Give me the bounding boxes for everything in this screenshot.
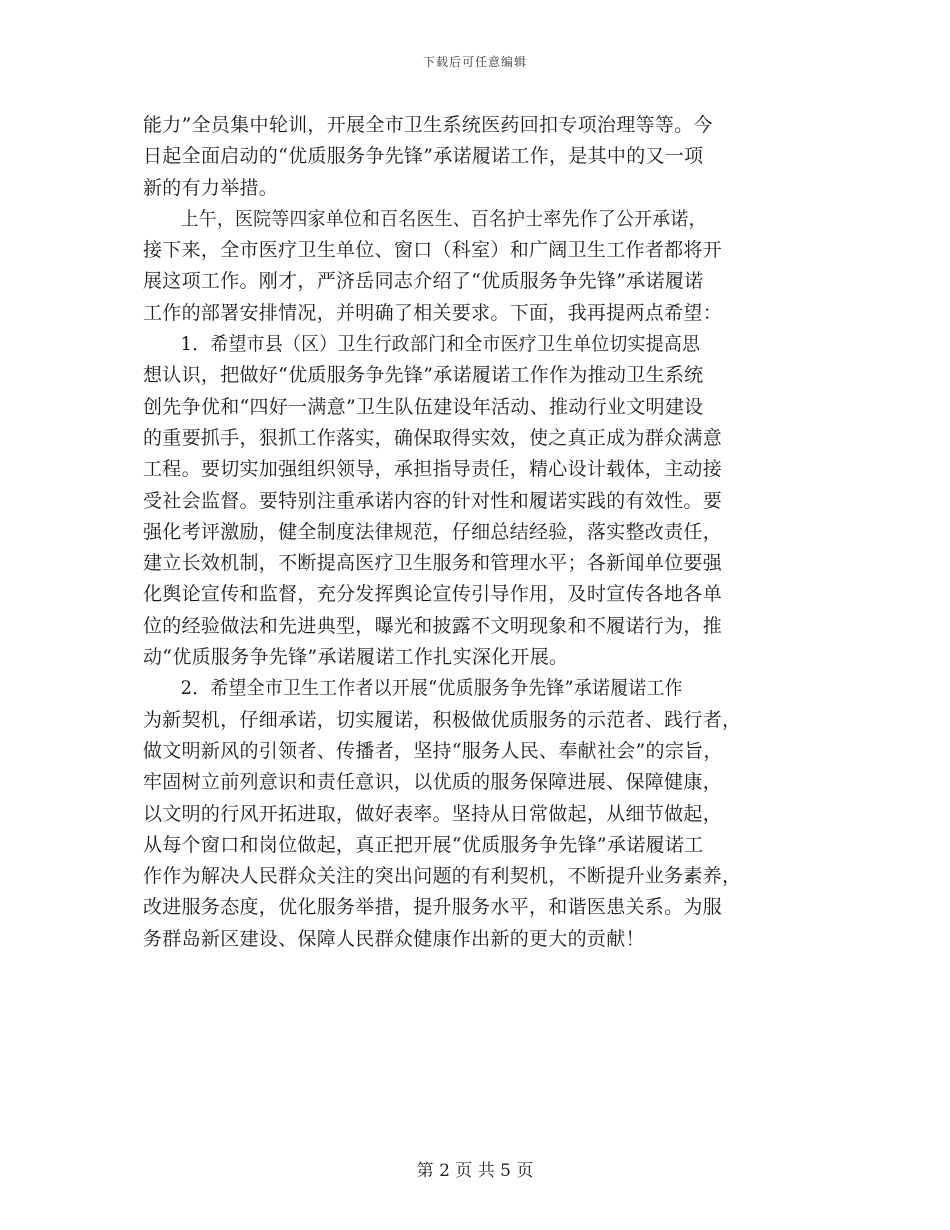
text-line: 动“优质服务争先锋”承诺履诺工作扎实深化开展。 (143, 646, 569, 669)
document-body (143, 110, 808, 955)
text-line: 能力”全员集中轮训，开展全市卫生系统医药回扣专项治理等等。今 (143, 114, 713, 136)
text-line: 想认识，把做好“优质服务争先锋”承诺履诺工作作为推动卫生系统 (143, 364, 704, 387)
text-line: 展这项工作。刚才，严济岳同志介绍了“优质服务争先锋”承诺履诺 (143, 270, 704, 293)
text-line: 接下来，全市医疗卫生单位、窗口（科室）和广阔卫生工作者都将开 (143, 239, 723, 262)
text-line: 建立长效机制，不断提高医疗卫生服务和管理水平；各新闻单位要强 (143, 552, 723, 575)
text-line: 强化考评激励，健全制度法律规范，仔细总结经验，落实整改责任， (143, 520, 723, 543)
text-line: 新的有力举措。 (143, 176, 279, 199)
text-line: 为新契机，仔细承诺，切实履诺，积极做优质服务的示范者、践行者， (143, 708, 742, 731)
text-line: 化舆论宣传和监督，充分发挥舆论宣传引导作用，及时宣传各地各单 (143, 583, 723, 606)
text-line: 做文明新风的引领者、传播者，坚持“服务人民、奉献社会”的宗旨， (143, 739, 723, 762)
text-line: 以文明的行风开拓进取，做好表率。坚持从日常做起，从细节做起， (143, 802, 723, 825)
page-header: 下载后可任意编辑 (422, 55, 527, 69)
text-line: 创先争优和“四好一满意”卫生队伍建设年活动、推动行业文明建设 (143, 395, 704, 418)
text-line: 日起全面启动的“优质服务争先锋”承诺履诺工作，是其中的又一项 (143, 145, 704, 168)
text-line: 2．希望全市卫生工作者以开展“优质服务争先锋”承诺履诺工作 (180, 677, 683, 700)
text-line: 的重要抓手，狠抓工作落实，确保取得实效，使之真正成为群众满意 (143, 426, 723, 449)
text-line: 务群岛新区建设、保障人民群众健康作出新的更大的贡献！ (143, 927, 645, 950)
text-line: 上午，医院等四家单位和百名医生、百名护士率先作了公开承诺， (180, 207, 707, 230)
text-line: 1．希望市县（区）卫生行政部门和全市医疗卫生单位切实提高思 (180, 333, 701, 356)
text-line: 工作的部署安排情况，并明确了相关要求。下面，我再提两点希望： (143, 301, 723, 324)
text-line: 从每个窗口和岗位做起，真正把开展“优质服务争先锋”承诺履诺工 (143, 833, 704, 856)
text-line: 位的经验做法和先进典型，曝光和披露不文明现象和不履诺行为，推 (143, 614, 723, 637)
text-line: 受社会监督。要特别注重承诺内容的针对性和履诺实践的有效性。要 (143, 489, 723, 512)
text-line: 改进服务态度，优化服务举措，提升服务水平，和谐医患关系。为服 (143, 896, 723, 919)
text-line: 工程。要切实加强组织领导，承担指导责任，精心设计载体，主动接 (143, 458, 723, 481)
text-line: 牢固树立前列意识和责任意识，以优质的服务保障进展、保障健康， (143, 771, 723, 794)
page-footer: 第 2 页 共 5 页 (416, 1161, 534, 1181)
text-line: 作作为解决人民群众关注的突出问题的有利契机，不断提升业务素养， (143, 865, 742, 888)
